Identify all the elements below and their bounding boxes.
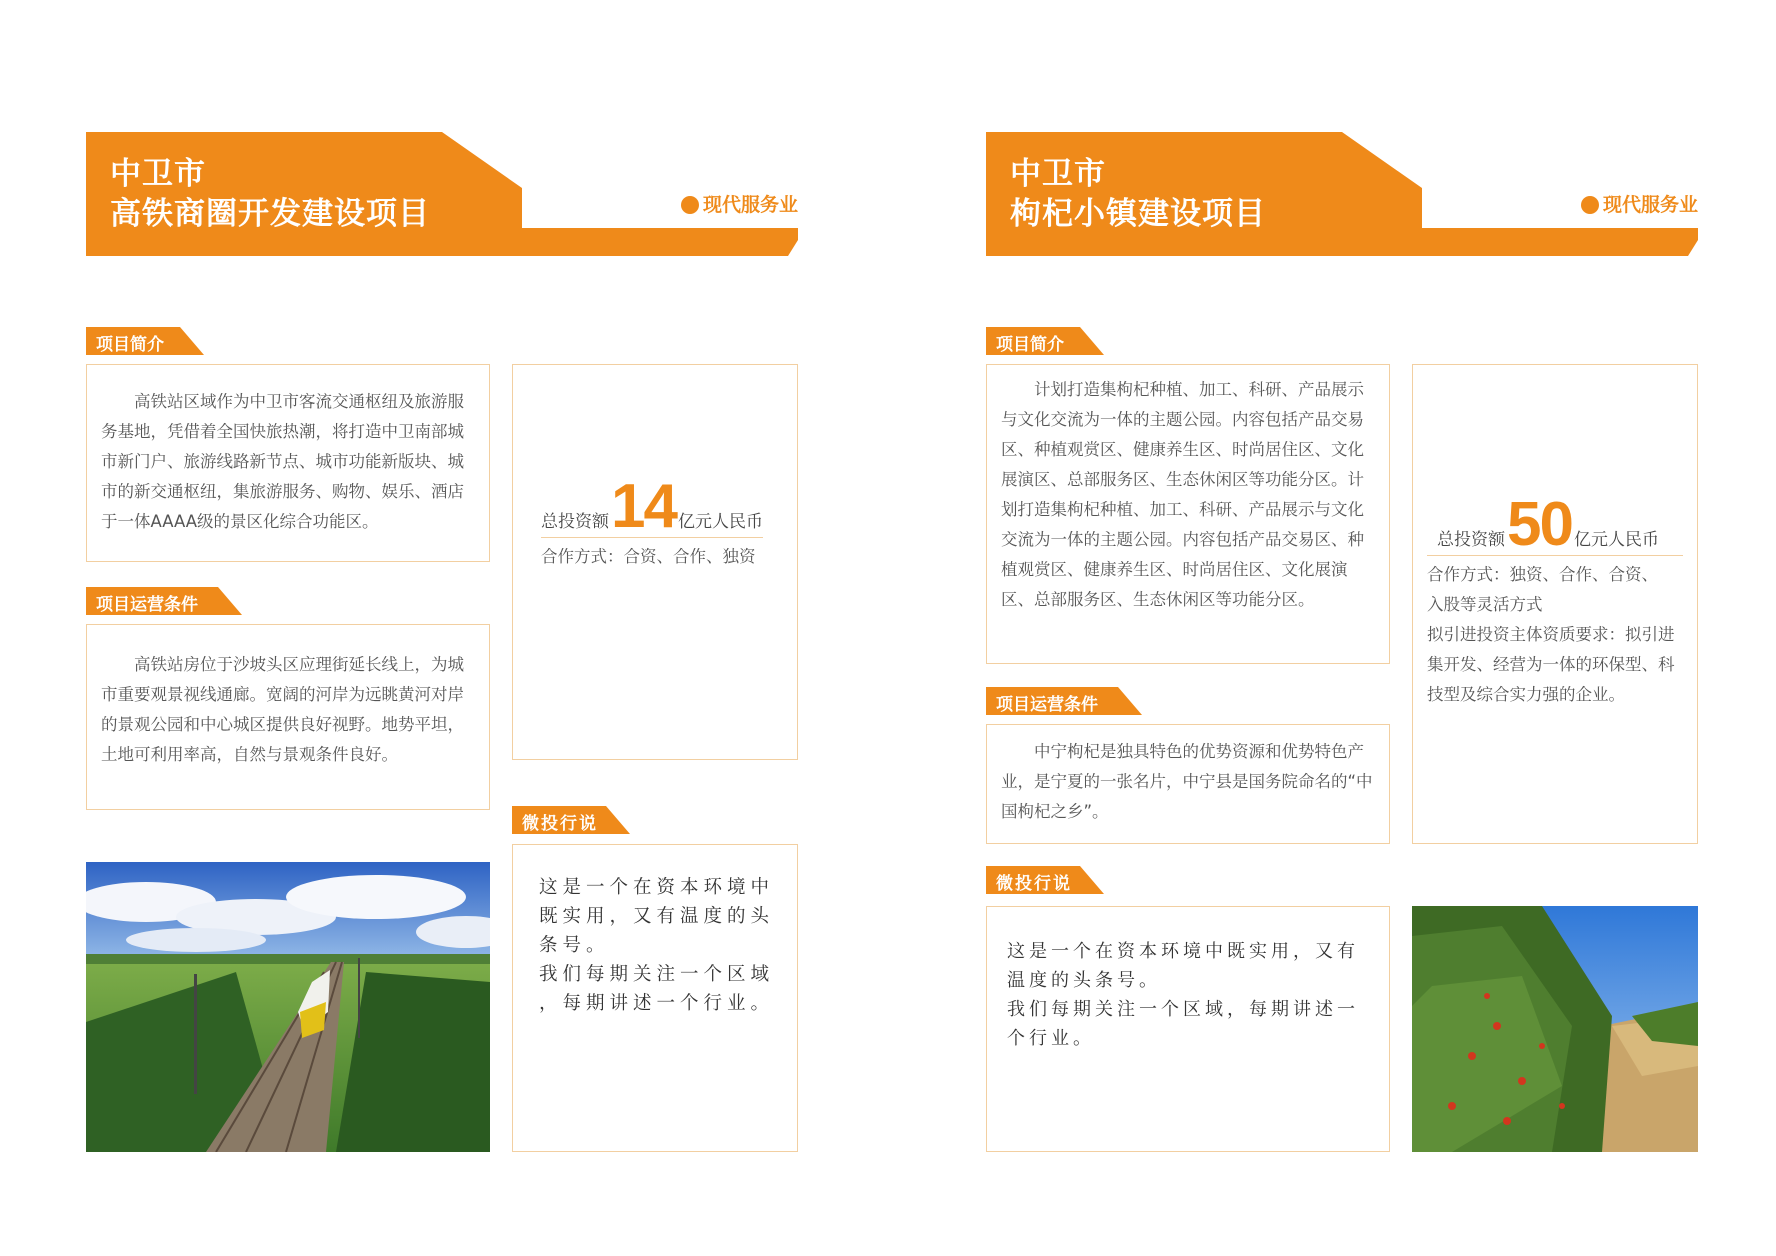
conditions-box	[986, 724, 1390, 844]
investment-label: 总投资额	[1437, 530, 1505, 550]
investment-label: 总投资额	[541, 512, 609, 532]
intro-tag: 项目简介	[86, 327, 206, 355]
conditions-text: 高铁站房位于沙坡头区应理街延长线上，为城市重要观景视线通廊。宽阔的河岸为远眺黄河对岸的景观公园和中心城区提供良好视野。地势平坦，土地可利用率高，自然与景观条件良好。	[101, 655, 464, 764]
intro-text: 高铁站区域作为中卫市客流交通枢纽及旅游服务基地，凭借着全国快旅热潮，将打造中卫南部城市新门户、旅游线路新节点、城市功能新版块、城市的新交通枢纽，集旅游服务、购物、娱乐、酒店于一体AAAA级的景区化综合功能区。	[101, 392, 464, 531]
sector-badge	[1581, 190, 1698, 217]
cooperation-line: 合作方式：独资、合作、合资、	[1427, 565, 1658, 584]
project-title	[110, 154, 430, 234]
weitou-text	[513, 845, 797, 1018]
project-title	[1010, 154, 1266, 234]
intro-box	[986, 364, 1390, 664]
sector-label: 现代服务业	[1602, 194, 1698, 216]
cooperation-line: 入股等灵活方式	[1427, 595, 1543, 614]
conditions-box	[86, 624, 490, 810]
intro-tag: 项目简介	[986, 327, 1106, 355]
intro-text: 计划打造集枸杞种植、加工、科研、产品展示与文化交流为一体的主题公园。内容包括产品交易区、种植观赏区、健康养生区、时尚居住区、文化展演区、总部服务区、生态休闲区等功能分区。计划打造集枸杞种植、加工、科研、产品展示与文化交流为一体的主题公园。内容包括产品交易区、种植观赏区、健康养生区、时尚居住区、文化展演区、总部服务区、生态休闲区等功能分区。	[1001, 380, 1364, 609]
weitou-text	[987, 907, 1389, 1053]
investment-amount: 50	[1507, 490, 1572, 559]
weitou-line: 既实用，又有温度的头	[539, 906, 775, 927]
project-header	[986, 132, 1698, 256]
cooperation-mode: 合作方式：合资、合作、独资	[541, 547, 756, 566]
weitou-line: 温度的头条号。	[1007, 970, 1161, 991]
investment-unit: 亿元人民币	[677, 512, 763, 532]
project-header	[86, 132, 798, 256]
weitou-line: 我们每期关注一个区域，每期讲述一	[1007, 999, 1359, 1020]
weitou-line: 这是一个在资本环境中	[539, 877, 775, 898]
investment-block	[541, 472, 763, 572]
investment-amount-row	[541, 472, 763, 541]
intro-box	[86, 364, 490, 562]
weitou-line: 这是一个在资本环境中既实用，又有	[1007, 941, 1359, 962]
goji-photo	[1412, 906, 1698, 1152]
weitou-box	[986, 906, 1390, 1152]
investment-block	[1427, 490, 1683, 710]
investor-requirement: 拟引进投资主体资质要求：拟引进集开发、经营为一体的环保型、科技型及综合实力强的企业。	[1427, 625, 1675, 704]
conditions-tag: 项目运营条件	[986, 687, 1144, 715]
cooperation-mode	[1427, 560, 1683, 710]
investment-box	[512, 364, 798, 760]
weitou-line: 个行业。	[1007, 1028, 1095, 1049]
weitou-line: 条号。	[539, 935, 610, 956]
sector-dot-icon	[681, 196, 699, 214]
conditions-text: 中宁枸杞是独具特色的优势资源和优势特色产业，是宁夏的一张名片，中宁县是国务院命名的“中国枸杞之乡”。	[1001, 742, 1373, 821]
right-page	[900, 0, 1776, 1256]
weitou-line: ，每期讲述一个行业。	[539, 993, 775, 1014]
conditions-tag: 项目运营条件	[86, 587, 244, 615]
sector-label: 现代服务业	[702, 194, 798, 216]
investment-unit: 亿元人民币	[1573, 530, 1659, 550]
weitou-line: 我们每期关注一个区域	[539, 964, 775, 985]
sector-badge	[681, 190, 798, 217]
sector-dot-icon	[1581, 196, 1599, 214]
investment-amount: 14	[611, 472, 676, 541]
project-name: 枸杞小镇建设项目	[1010, 196, 1266, 232]
weitou-box	[512, 844, 798, 1152]
train-photo	[86, 862, 490, 1152]
project-name: 高铁商圈开发建设项目	[110, 196, 430, 232]
weitou-tag: 微投行说	[986, 866, 1106, 894]
weitou-tag: 微投行说	[512, 806, 632, 834]
investment-amount-row	[1427, 490, 1683, 559]
city-name: 中卫市	[110, 156, 206, 192]
investment-box	[1412, 364, 1698, 844]
city-name: 中卫市	[1010, 156, 1106, 192]
